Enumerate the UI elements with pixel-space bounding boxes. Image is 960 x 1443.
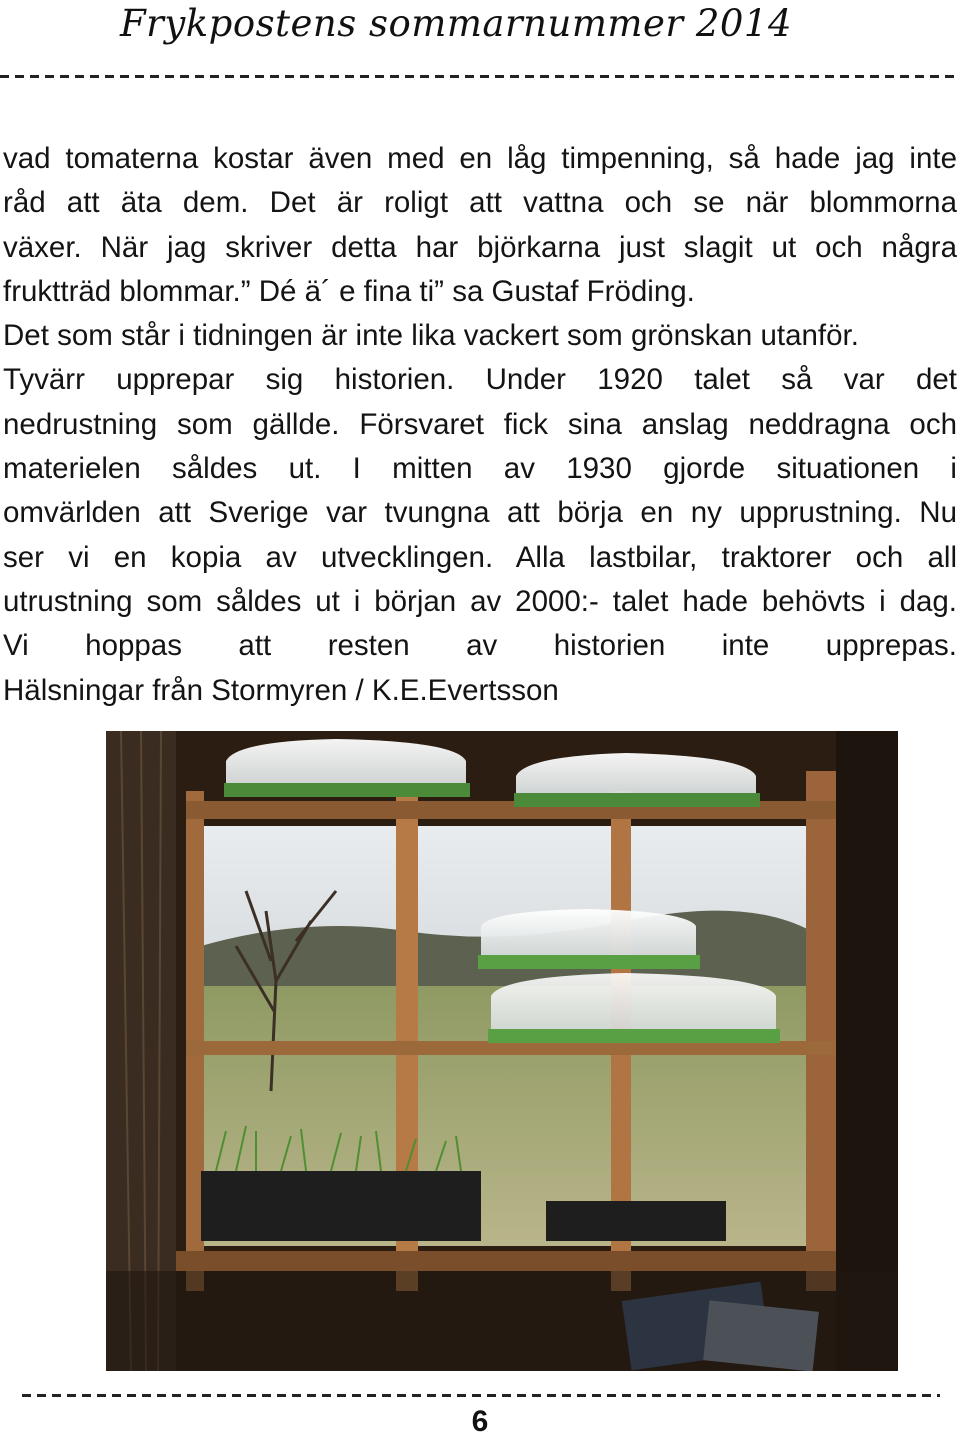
- window-seedlings-photo: [106, 731, 898, 1371]
- page-number: 6: [471, 1405, 489, 1438]
- article-line: utrustning som såldes ut i början av 2000:- talet hade behövts i dag.: [3, 584, 957, 618]
- article-line: materielen såldes ut. I mitten av 1930 gjorde situationen i: [3, 452, 957, 486]
- article-line: fruktträd blommar.” Dé ä´ e fina ti” sa Gustaf Fröding.: [3, 274, 695, 308]
- footer-divider: [22, 1394, 940, 1397]
- article-body: [3, 137, 957, 713]
- article-line: ser vi en kopia av utvecklingen. Alla lastbilar, traktorer och all: [3, 540, 957, 574]
- article-line: nedrustning som gällde. Försvaret fick sina anslag neddragna och: [3, 407, 957, 441]
- header-divider: [0, 75, 960, 78]
- article-line: Det som står i tidningen är inte lika vackert som grönskan utanför.: [3, 319, 859, 353]
- article-line: Hälsningar från Stormyren / K.E.Evertsson: [3, 673, 559, 707]
- article-line: omvärlden att Sverige var tvungna att börja en ny upprustning. Nu: [3, 496, 957, 530]
- page-title: Frykpostens sommarnummer 2014: [120, 2, 792, 45]
- article-line: vad tomaterna kostar även med en låg timpenning, så hade jag inte: [3, 142, 957, 175]
- article-line: växer. När jag skriver detta har björkarna just slagit ut och några: [3, 230, 957, 264]
- article-line: Vi hoppas att resten av historien inte upprepas.: [3, 629, 957, 663]
- article-line: Tyvärr upprepar sig historien. Under 1920 talet så var det: [3, 363, 957, 397]
- article-line: råd att äta dem. Det är roligt att vattna och se när blommorna: [3, 186, 957, 220]
